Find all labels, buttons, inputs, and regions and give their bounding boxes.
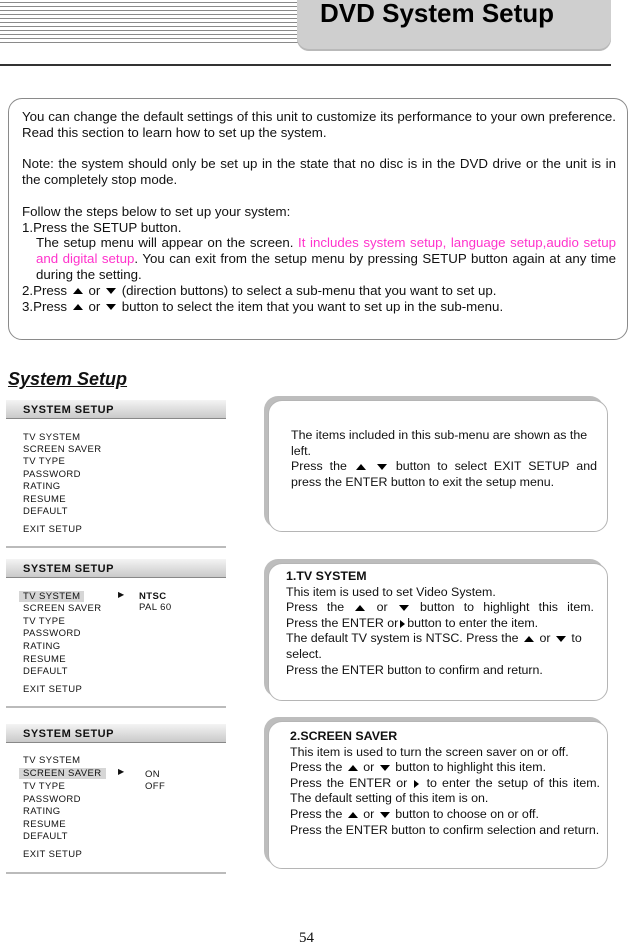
menu-item-tv-system: TV SYSTEM [19, 591, 84, 602]
menu-item-screen-saver: SCREEN SAVER [19, 768, 106, 779]
card-2-line-3 [286, 616, 594, 632]
menu-item-exit-setup: EXIT SETUP [23, 849, 83, 860]
step-3-text: 3.Press [22, 298, 68, 314]
card-3-or-2: or [363, 806, 375, 821]
menu-item-resume: RESUME [23, 654, 67, 665]
info-card-screen-saver-text [290, 729, 600, 838]
menu-item-tv-system: TV SYSTEM [23, 755, 81, 766]
menu-title: SYSTEM SETUP [6, 559, 226, 578]
menu-item-default: DEFAULT [23, 666, 68, 677]
card-3-line-2 [290, 760, 600, 776]
menu-item-resume: RESUME [23, 494, 67, 505]
menu-item-tv-type: TV TYPE [23, 616, 66, 627]
card-2-text-6: to select. [286, 631, 582, 661]
intro-steps-lead: Follow the steps below to set up your system: [22, 203, 291, 219]
selector-arrow-icon: ▶ [118, 767, 125, 776]
card-3-text-4: to enter the setup of this item. The default setting of this item is on. [290, 775, 600, 806]
card-3-text-3: Press the ENTER or [290, 775, 408, 790]
menu-title: SYSTEM SETUP [6, 400, 226, 419]
info-card-1-text [291, 428, 597, 490]
card-2-text-3: Press the ENTER or [286, 615, 399, 630]
menu-bottom-bar [6, 546, 226, 548]
step-2-text-2: (direction buttons) to select a sub-menu that you want to set up. [121, 282, 497, 298]
menu-item-screen-saver: SCREEN SAVER [23, 444, 102, 455]
menu-item-screen-saver: SCREEN SAVER [23, 603, 102, 614]
menu-item-resume: RESUME [23, 819, 67, 830]
down-arrow-icon [380, 765, 390, 771]
card-3-text-6: button to choose on or off. [395, 806, 539, 821]
info-card-tv-system-text [286, 569, 594, 678]
intro-paragraph-1: You can change the default settings of this unit to customize its performance to your own preference. Read this section to learn how to set up the system. [22, 109, 616, 140]
option-on: ON [145, 769, 161, 780]
menu-item-rating: RATING [23, 641, 61, 652]
up-arrow-icon [524, 636, 534, 642]
card-1-line-2 [291, 459, 597, 490]
card-2-text: Press the [286, 600, 345, 615]
menu-item-tv-type: TV TYPE [23, 456, 66, 467]
down-arrow-icon [399, 605, 409, 611]
selector-arrow-icon: ▶ [118, 590, 125, 599]
step-1: 1.Press the SETUP button. [22, 219, 182, 235]
card-2-or: or [376, 600, 388, 615]
step-1-highlight: It includes system setup, language setup,audio setup and digital setup [36, 235, 616, 267]
page-title: DVD System Setup [320, 0, 555, 28]
step-2-text: 2.Press [22, 282, 68, 298]
title-tab [297, 0, 611, 51]
menu-item-password: PASSWORD [23, 628, 81, 639]
section-title: System Setup [8, 369, 128, 389]
card-3-title: 2.SCREEN SAVER [290, 729, 398, 743]
card-2-line-2 [286, 600, 594, 616]
intro-text [22, 109, 616, 314]
card-1-line-1: The items included in this sub-menu are shown as the left. [291, 428, 588, 458]
step-1-detail [22, 235, 616, 282]
card-2-line-5: Press the ENTER button to confirm and return. [286, 662, 543, 677]
card-2-or-2: or [539, 631, 551, 646]
card-2-line-1: This item is used to set Video System. [286, 584, 496, 599]
step-1-text: The setup menu will appear on the screen. [36, 235, 294, 251]
card-3-line-4 [290, 807, 600, 823]
card-3-text-5: Press the [290, 806, 343, 821]
card-3-line-5: Press the ENTER button to confirm selection and return. [290, 822, 600, 837]
menu-item-password: PASSWORD [23, 794, 81, 805]
step-2-or: or [88, 282, 101, 298]
down-arrow-icon [380, 812, 390, 818]
menu-bottom-bar [6, 706, 226, 708]
card-2-text-4: button to enter the item. [407, 615, 539, 630]
page-number: 54 [299, 930, 314, 946]
card-1-text-2: button to select EXIT SETUP and press the ENTER button to exit the setup menu. [291, 459, 597, 489]
down-arrow-icon [556, 636, 566, 642]
system-setup-menu-3 [6, 724, 226, 874]
step-3-or: or [88, 298, 101, 314]
system-setup-menu-1 [6, 400, 226, 548]
down-arrow-icon [106, 288, 116, 294]
up-arrow-icon [348, 765, 358, 771]
card-3-line-3 [290, 776, 600, 807]
up-arrow-icon [73, 288, 83, 294]
system-setup-menu-2 [6, 559, 226, 708]
up-arrow-icon [73, 304, 83, 310]
menu-item-tv-type: TV TYPE [23, 781, 66, 792]
right-arrow-icon [400, 620, 405, 628]
menu-bottom-bar [6, 872, 226, 874]
up-arrow-icon [355, 605, 365, 611]
intro-note: Note: the system should only be set up in the state that no disc is in the DVD drive or the unit is in the completely stop mode. [22, 156, 616, 188]
menu-item-default: DEFAULT [23, 506, 68, 517]
step-2 [22, 283, 616, 299]
menu-item-exit-setup: EXIT SETUP [23, 684, 83, 695]
menu-item-exit-setup: EXIT SETUP [23, 524, 83, 535]
down-arrow-icon [106, 304, 116, 310]
card-3-or: or [363, 760, 375, 775]
option-pal60: PAL 60 [139, 602, 172, 613]
card-2-text-5: The default TV system is NTSC. Press the [286, 631, 519, 646]
step-1-text-2: . You can exit from the setup menu by pressing SETUP button again at any time during the setting. [36, 251, 616, 282]
menu-title: SYSTEM SETUP [6, 724, 226, 743]
card-2-text-2: button to highlight this item. [420, 600, 594, 615]
card-3-text-2: button to highlight this item. [395, 760, 547, 775]
option-off: OFF [145, 781, 166, 792]
right-arrow-icon [414, 780, 419, 788]
step-3-text-2: button to select the item that you want to set up in the sub-menu. [121, 298, 504, 314]
up-arrow-icon [356, 464, 366, 470]
menu-item-rating: RATING [23, 481, 61, 492]
card-2-line-4 [286, 631, 594, 662]
header-rule [0, 64, 611, 66]
up-arrow-icon [348, 812, 358, 818]
menu-item-default: DEFAULT [23, 831, 68, 842]
menu-item-tv-system: TV SYSTEM [23, 432, 81, 443]
menu-item-password: PASSWORD [23, 469, 81, 480]
card-1-text: Press the [291, 459, 347, 474]
card-2-title: 1.TV SYSTEM [286, 569, 367, 583]
header-decoration-lines [0, 2, 300, 46]
card-3-line-1: This item is used to turn the screen saver on or off. [290, 744, 569, 759]
menu-item-rating: RATING [23, 806, 61, 817]
card-3-text: Press the [290, 760, 343, 775]
option-ntsc: NTSC [139, 591, 167, 602]
down-arrow-icon [377, 464, 387, 470]
step-3 [22, 299, 616, 315]
